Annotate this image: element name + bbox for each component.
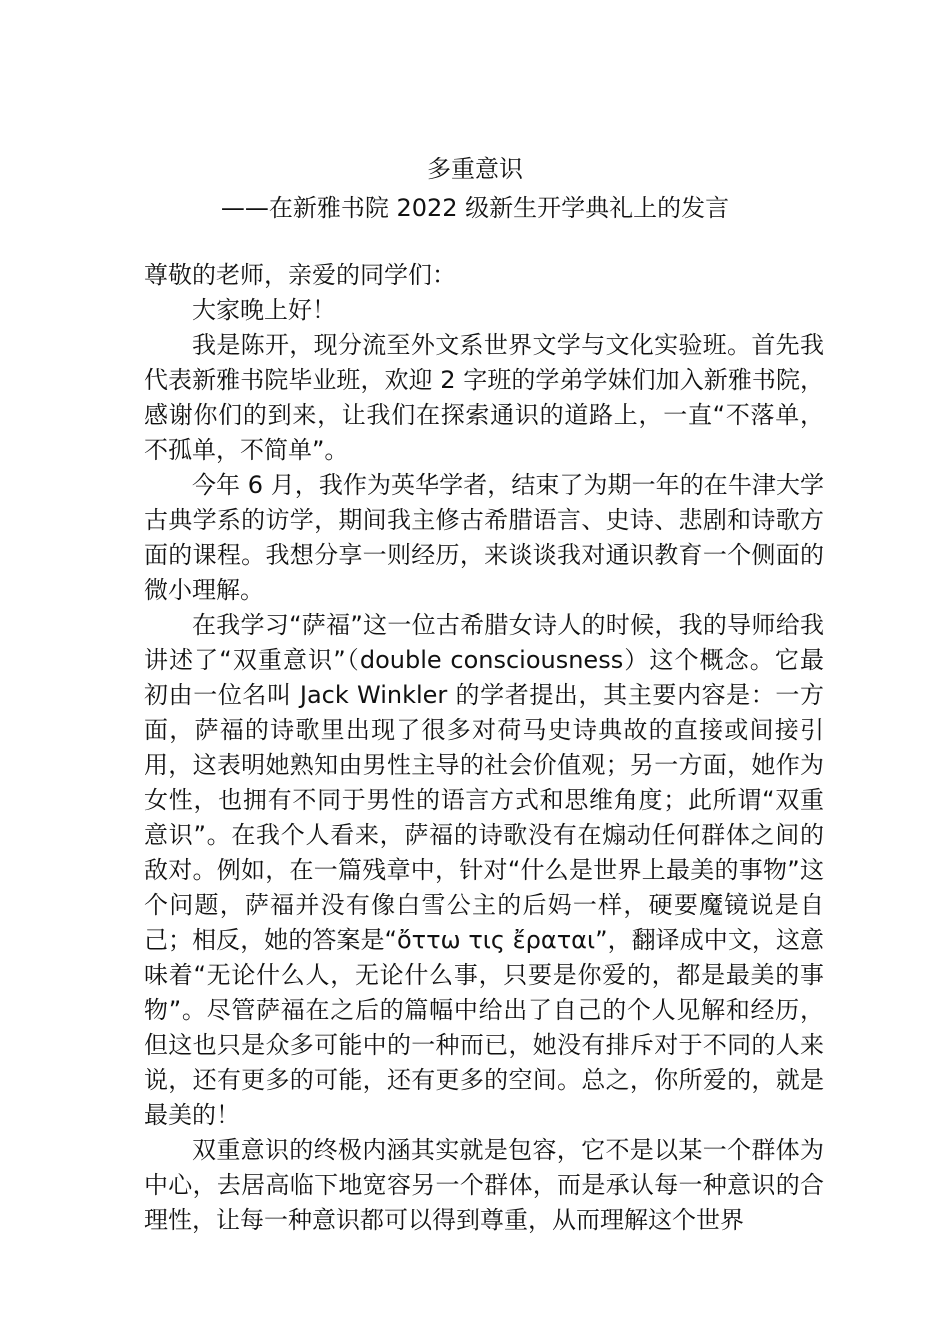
paragraph-oxford: 今年 6 月，我作为英华学者，结束了为期一年的在牛津大学古典学系的访学，期间我主修古希腊语言、史诗、悲剧和诗歌方面的课程。我想分享一则经历，来谈谈我对通识教育一个侧面的微小理解。 — [144, 471, 824, 604]
salutation: 尊敬的老师，亲爱的同学们： — [144, 261, 456, 289]
paragraph-inclusion: 双重意识的终极内涵其实就是包容，它不是以某一个群体为中心，去居高临下地宽容另一个群体，而是承认每一种意识的合理性，让每一种意识都可以得到尊重，从而理解这个世界 — [144, 1136, 824, 1234]
paragraph-introduction: 我是陈开，现分流至外文系世界文学与文化实验班。首先我代表新雅书院毕业班，欢迎 2 字班的学弟学妹们加入新雅书院，感谢你们的到来，让我们在探索通识的道路上，一直“不落单，不孤单，不简单”。 — [144, 331, 824, 464]
paragraph-sappho: 在我学习“萨福”这一位古希腊女诗人的时候，我的导师给我讲述了“双重意识”（double consciousness）这个概念。它最初由一位名叫 Jack Winkler 的学者提出，其主要内容是：一方面，萨福的诗歌里出现了很多对荷马史诗典故的直接或间接引用，这表明她熟知由男性主导的社会价值观；另一方面，她作为女性，也拥有不同于男性的语言方式和思维角度；此所谓“双重意识”。在我个人看来，萨福的诗歌没有在煽动任何群体之间的敌对。例如，在一篇残章中，针对“什么是世界上最美的事物”这个问题，萨福并没有像白雪公主的后妈一样，硬要魔镜说是自己；相反，她的答案是“ὄττω τις ἔραται”，翻译成中文，这意味着“无论什么人，无论什么事，只要是你爱的，都是最美的事物”。尽管萨福在之后的篇幅中给出了自己的个人见解和经历，但这也只是众多可能中的一种而已，她没有排斥对于不同的人来说，还有更多的可能，还有更多的空间。总之，你所爱的，就是最美的！ — [144, 611, 824, 1129]
document-body — [144, 258, 824, 1238]
paragraph-greeting: 大家晚上好！ — [192, 296, 336, 324]
document-title: 多重意识 — [427, 155, 523, 183]
document-subtitle: ——在新雅书院 2022 级新生开学典礼上的发言 — [220, 194, 730, 222]
